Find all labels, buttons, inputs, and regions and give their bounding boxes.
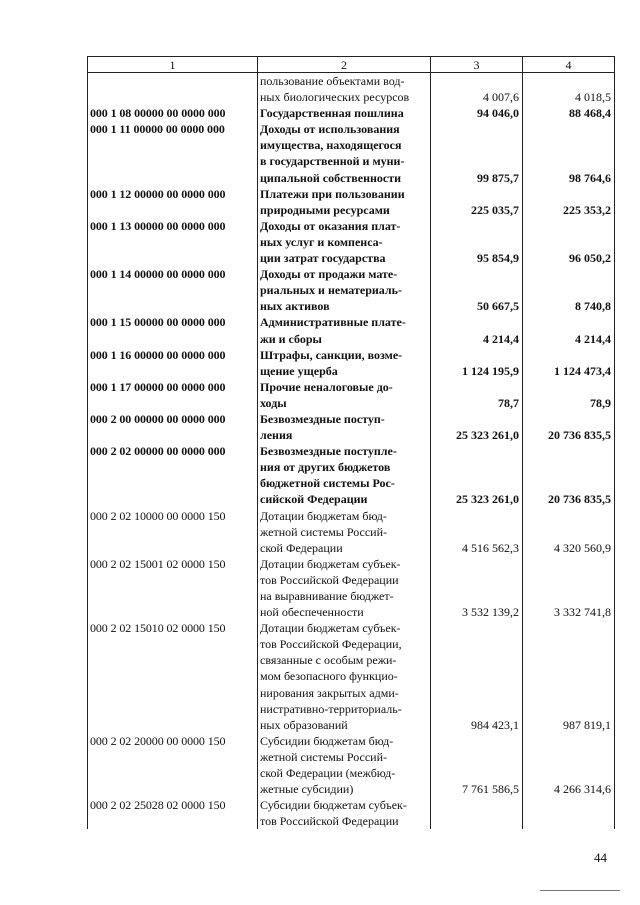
revenue-name-line: природными ресурсами bbox=[260, 202, 390, 217]
revenue-name-cell bbox=[258, 620, 431, 733]
revenue-name-line: связанные с особым режи- bbox=[260, 653, 397, 668]
revenue-name-line: Доходы от использования bbox=[260, 122, 400, 137]
revenue-name-line: Дотации бюджетам бюд- bbox=[260, 508, 387, 523]
revenue-name-line: Субсидии бюджетам бюд- bbox=[260, 733, 394, 748]
revenue-name-cell bbox=[258, 121, 431, 185]
column-header-amount-4: 4 bbox=[523, 57, 615, 73]
revenue-name-cell bbox=[258, 443, 431, 507]
table-row bbox=[88, 186, 615, 218]
amount-col4-cell: 96 050,2 bbox=[523, 218, 615, 266]
revenue-name-cell bbox=[258, 347, 431, 379]
amount-col3-cell: 225 035,7 bbox=[431, 186, 523, 218]
amount-col3-cell: 984 423,1 bbox=[431, 620, 523, 733]
revenue-name-line: ходы bbox=[260, 395, 287, 410]
amount-col4-cell: 1 124 473,4 bbox=[523, 347, 615, 379]
amount-col3-cell: 78,7 bbox=[431, 379, 523, 411]
budget-code-cell: 000 1 16 00000 00 0000 000 bbox=[88, 347, 258, 379]
table-row bbox=[88, 121, 615, 185]
amount-col4-cell: 20 736 835,5 bbox=[523, 443, 615, 507]
budget-code-cell: 000 2 02 00000 00 0000 000 bbox=[88, 443, 258, 507]
budget-code-cell: 000 2 00 00000 00 0000 000 bbox=[88, 411, 258, 443]
revenue-name-line: мом безопасного функцио- bbox=[260, 669, 398, 684]
revenue-name-line: нистративно-территориаль- bbox=[260, 701, 402, 716]
amount-col4-cell: 4 214,4 bbox=[523, 314, 615, 346]
column-header-code: 1 bbox=[88, 57, 258, 73]
revenue-name-line: Субсидии бюджетам субъек- bbox=[260, 798, 407, 813]
amount-col3-cell bbox=[431, 797, 523, 829]
budget-code-cell: 000 1 08 00000 00 0000 000 bbox=[88, 105, 258, 121]
revenue-name-line: ных активов bbox=[260, 299, 330, 314]
amount-col4-cell: 20 736 835,5 bbox=[523, 411, 615, 443]
column-header-name: 2 bbox=[258, 57, 431, 73]
table-row bbox=[88, 733, 615, 797]
budget-code-cell: 000 2 02 20000 00 0000 150 bbox=[88, 733, 258, 797]
amount-col3-cell: 25 323 261,0 bbox=[431, 443, 523, 507]
revenue-name-line: ской Федерации bbox=[260, 540, 343, 555]
amount-col4-cell: 4 266 314,6 bbox=[523, 733, 615, 797]
revenue-name-line: ципальной собственности bbox=[260, 170, 402, 185]
revenue-name-line: Безвозмездные поступле- bbox=[260, 444, 397, 459]
revenue-name-line: Государственная пошлина bbox=[260, 106, 404, 121]
revenue-name-line: Безвозмездные поступ- bbox=[260, 411, 385, 426]
revenue-name-line: ных услуг и компенса- bbox=[260, 234, 383, 249]
table-row bbox=[88, 508, 615, 556]
revenue-name-line: риальных и нематериаль- bbox=[260, 283, 402, 298]
revenue-name-cell bbox=[258, 186, 431, 218]
amount-col3-cell: 3 532 139,2 bbox=[431, 556, 523, 620]
revenue-name-line: Доходы от продажи мате- bbox=[260, 267, 398, 282]
revenue-name-line: жетной системы Россий- bbox=[260, 749, 388, 764]
revenue-name-line: пользование объектами вод- bbox=[260, 74, 405, 88]
budget-code-cell: 000 2 02 15001 02 0000 150 bbox=[88, 556, 258, 620]
revenue-name-line: ской Федерации (межбюд- bbox=[260, 766, 396, 781]
revenue-name-cell bbox=[258, 508, 431, 556]
amount-col3-cell: 94 046,0 bbox=[431, 105, 523, 121]
revenue-name-line: жетной системы Россий- bbox=[260, 524, 388, 539]
revenue-name-cell bbox=[258, 73, 431, 106]
budget-code-cell: 000 1 13 00000 00 0000 000 bbox=[88, 218, 258, 266]
page-number: 44 bbox=[594, 850, 607, 865]
amount-col3-cell: 95 854,9 bbox=[431, 218, 523, 266]
amount-col4-cell: 88 468,4 bbox=[523, 105, 615, 121]
table-header-row bbox=[88, 57, 615, 73]
amount-col4-cell: 78,9 bbox=[523, 379, 615, 411]
budget-code-cell bbox=[88, 73, 258, 106]
revenue-name-line: Прочие неналоговые до- bbox=[260, 379, 393, 394]
revenue-name-cell bbox=[258, 411, 431, 443]
revenue-name-cell bbox=[258, 218, 431, 266]
table-body bbox=[88, 73, 615, 830]
revenue-name-cell bbox=[258, 379, 431, 411]
amount-col3-cell: 7 761 586,5 bbox=[431, 733, 523, 797]
table-row bbox=[88, 266, 615, 314]
revenue-name-line: Дотации бюджетам субъек- bbox=[260, 556, 401, 571]
revenue-name-line: Административные плате- bbox=[260, 315, 406, 330]
revenue-name-line: щение ущерба bbox=[260, 363, 338, 378]
revenue-name-line: Доходы от оказания плат- bbox=[260, 218, 401, 233]
revenue-name-line: ции затрат государства bbox=[260, 251, 386, 266]
table-row bbox=[88, 620, 615, 733]
budget-code-cell: 000 2 02 10000 00 0000 150 bbox=[88, 508, 258, 556]
revenue-name-cell bbox=[258, 733, 431, 797]
budget-code-cell: 000 1 17 00000 00 0000 000 bbox=[88, 379, 258, 411]
revenue-name-line: Платежи при пользовании bbox=[260, 186, 405, 201]
amount-col3-cell: 4 516 562,3 bbox=[431, 508, 523, 556]
budget-code-cell: 000 1 11 00000 00 0000 000 bbox=[88, 121, 258, 185]
revenue-name-line: ной обеспеченности bbox=[260, 605, 364, 620]
revenue-name-cell bbox=[258, 314, 431, 346]
budget-code-cell: 000 1 15 00000 00 0000 000 bbox=[88, 314, 258, 346]
revenue-name-line: тов Российской Федерации bbox=[260, 814, 399, 829]
revenue-name-line: на выравнивание бюджет- bbox=[260, 589, 394, 603]
table-row bbox=[88, 556, 615, 620]
revenue-name-line: Дотации бюджетам субъек- bbox=[260, 621, 401, 636]
revenue-name-line: имущества, находящегося bbox=[260, 138, 402, 153]
amount-col3-cell: 4 214,4 bbox=[431, 314, 523, 346]
revenue-name-line: ления bbox=[260, 428, 293, 443]
footer-rule bbox=[540, 890, 620, 891]
amount-col4-cell bbox=[523, 797, 615, 829]
revenue-name-cell bbox=[258, 105, 431, 121]
revenue-name-cell bbox=[258, 556, 431, 620]
amount-col4-cell: 987 819,1 bbox=[523, 620, 615, 733]
table-row bbox=[88, 347, 615, 379]
table-row bbox=[88, 379, 615, 411]
table-row bbox=[88, 797, 615, 829]
amount-col4-cell: 4 018,5 bbox=[523, 73, 615, 106]
amount-col4-cell: 225 353,2 bbox=[523, 186, 615, 218]
amount-col4-cell: 98 764,6 bbox=[523, 121, 615, 185]
revenue-name-line: ных образований bbox=[260, 717, 348, 732]
revenue-name-cell bbox=[258, 266, 431, 314]
table-row bbox=[88, 105, 615, 121]
amount-col3-cell: 25 323 261,0 bbox=[431, 411, 523, 443]
revenue-name-line: ния от других бюджетов bbox=[260, 460, 391, 475]
revenue-name-line: Штрафы, санкции, возме- bbox=[260, 347, 403, 362]
revenue-name-line: бюджетной системы Рос- bbox=[260, 476, 395, 491]
amount-col4-cell: 4 320 560,9 bbox=[523, 508, 615, 556]
table-row bbox=[88, 411, 615, 443]
table-row bbox=[88, 443, 615, 507]
amount-col4-cell: 3 332 741,8 bbox=[523, 556, 615, 620]
revenue-name-line: ных биологических ресурсов bbox=[260, 90, 410, 105]
revenue-name-line: сийской Федерации bbox=[260, 492, 368, 507]
revenue-name-line: тов Российской Федерации bbox=[260, 572, 399, 587]
table-row bbox=[88, 73, 615, 106]
revenue-name-line: в государственной и муни- bbox=[260, 154, 405, 169]
amount-col4-cell: 8 740,8 bbox=[523, 266, 615, 314]
amount-col3-cell: 99 875,7 bbox=[431, 121, 523, 185]
revenue-name-line: нирования закрытых адми- bbox=[260, 685, 399, 700]
budget-code-cell: 000 1 14 00000 00 0000 000 bbox=[88, 266, 258, 314]
revenue-name-cell bbox=[258, 797, 431, 829]
amount-col3-cell: 50 667,5 bbox=[431, 266, 523, 314]
revenue-name-line: жетные субсидии) bbox=[260, 782, 354, 797]
amount-col3-cell: 1 124 195,9 bbox=[431, 347, 523, 379]
budget-code-cell: 000 1 12 00000 00 0000 000 bbox=[88, 186, 258, 218]
table-row bbox=[88, 218, 615, 266]
budget-code-cell: 000 2 02 25028 02 0000 150 bbox=[88, 797, 258, 829]
table-row bbox=[88, 314, 615, 346]
budget-code-cell: 000 2 02 15010 02 0000 150 bbox=[88, 620, 258, 733]
revenue-name-line: тов Российской Федерации, bbox=[260, 637, 402, 652]
column-header-amount-3: 3 bbox=[431, 57, 523, 73]
budget-revenue-table bbox=[87, 56, 615, 829]
revenue-name-line: жи и сборы bbox=[260, 331, 322, 346]
amount-col3-cell: 4 007,6 bbox=[431, 73, 523, 106]
